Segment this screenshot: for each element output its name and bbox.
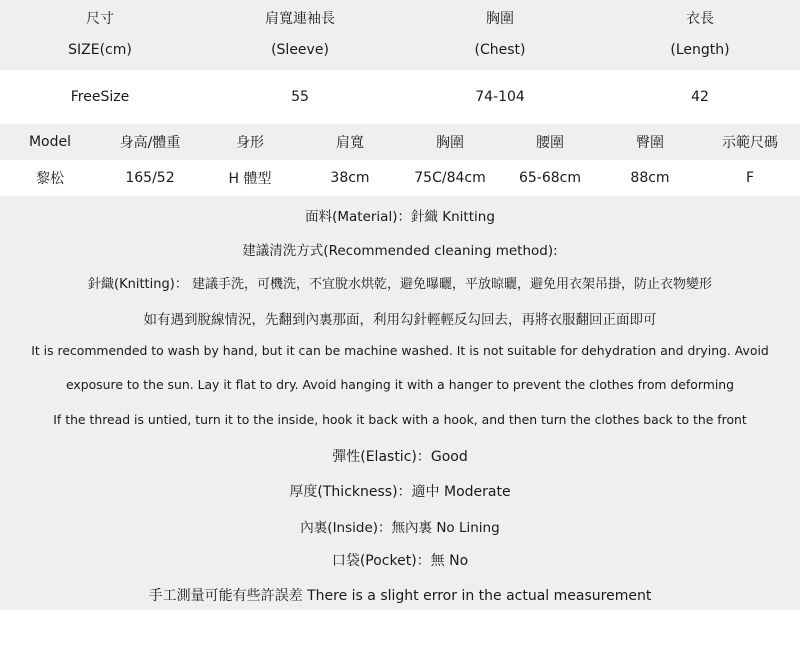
size-value: FreeSize — [70, 89, 130, 105]
cleaning-title: 建議清洗方式(Recommended cleaning method): — [242, 243, 558, 259]
sleeve-header-en: (Sleeve) — [271, 42, 329, 58]
details-section — [0, 196, 800, 610]
care-en-line-3: If the thread is untied, turn it to the inside, hook it back with a hook, and then turn the clothes back to the front — [53, 412, 747, 427]
sleeve-header-zh: 肩寬連袖長 — [265, 11, 335, 27]
length-header-zh: 衣長 — [686, 11, 714, 27]
body-shape-header: 身形 — [236, 135, 264, 151]
bust-value: 75C/84cm — [414, 170, 486, 186]
waist-header: 腰圍 — [536, 135, 564, 151]
shoulder-header: 肩寬 — [336, 135, 364, 151]
height-weight-header: 身高/體重 — [119, 135, 181, 151]
size-table-header — [0, 0, 800, 70]
bust-header: 胸圍 — [436, 135, 464, 151]
elastic-text: 彈性(Elastic)：Good — [332, 449, 468, 465]
model-header: Model — [28, 134, 72, 150]
material-text: 面料(Material)：針織 Knitting — [305, 209, 495, 225]
measurement-error-note: 手工測量可能有些許誤差 There is a slight error in the actual measurement — [148, 588, 652, 604]
model-table-row — [0, 160, 800, 196]
chest-value: 74-104 — [475, 89, 525, 105]
knit-care-text: 針織(Knitting)： 建議手洗，可機洗，不宜脫水烘乾，避免曝曬，平放晾曬，避免用衣架吊掛，防止衣物變形 — [88, 277, 712, 292]
sample-size-value: F — [745, 170, 755, 186]
body-shape-value: H 體型 — [228, 171, 272, 187]
shoulder-value: 38cm — [330, 170, 370, 186]
care-en-line-2: exposure to the sun. Lay it flat to dry. Avoid hanging it with a hanger to prevent the clothes from deforming — [66, 377, 734, 392]
size-header-en: SIZE(cm) — [68, 42, 132, 58]
hip-value: 88cm — [630, 170, 670, 186]
chest-header-en: (Chest) — [474, 42, 526, 58]
length-header-en: (Length) — [670, 42, 730, 58]
care-en-line-1: It is recommended to wash by hand, but it can be machine washed. It is not suitable for dehydration and drying. Avoid — [31, 343, 769, 358]
length-value: 42 — [691, 89, 709, 105]
sample-size-header: 示範尺碼 — [722, 135, 778, 151]
inside-text: 內裏(Inside)：無內裏 No Lining — [300, 520, 500, 536]
thread-care-text: 如有遇到脫線情況，先翻到內裏那面，利用勾針輕輕反勾回去，再將衣服翻回正面即可 — [143, 312, 657, 328]
chest-header-zh: 胸圍 — [486, 11, 514, 27]
hip-header: 臀圍 — [636, 135, 664, 151]
size-table-row — [0, 70, 800, 124]
model-name: 黎松 — [36, 171, 64, 187]
pocket-text: 口袋(Pocket)：無 No — [331, 553, 469, 569]
height-weight-value: 165/52 — [125, 170, 175, 186]
sleeve-value: 55 — [291, 89, 309, 105]
thickness-text: 厚度(Thickness)：適中 Moderate — [289, 484, 511, 500]
size-header-zh: 尺寸 — [86, 11, 114, 27]
waist-value: 65-68cm — [518, 170, 581, 186]
model-table-header — [0, 124, 800, 160]
